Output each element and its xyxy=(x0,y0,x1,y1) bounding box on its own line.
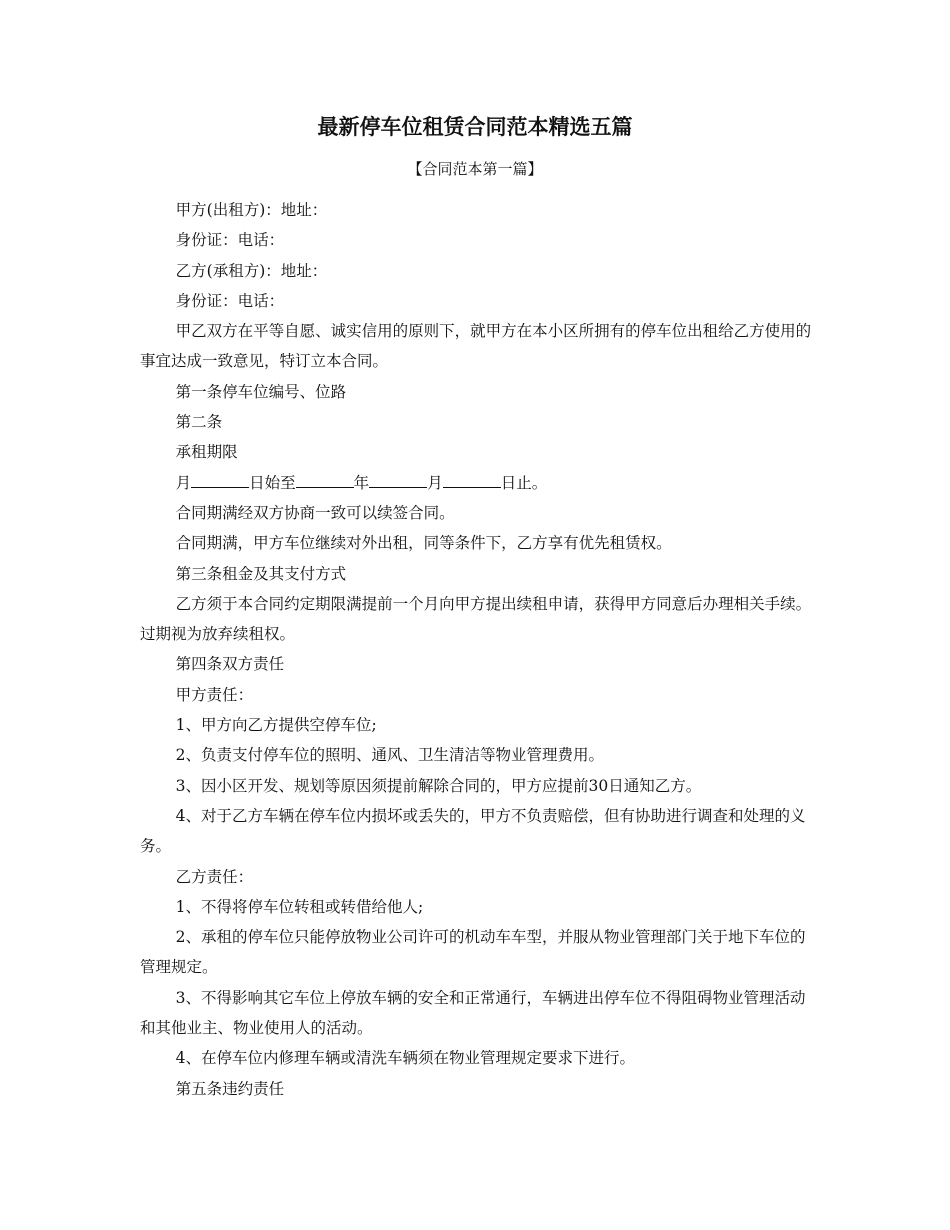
paragraph: 3、因小区开发、规划等原因须提前解除合同的，甲方应提前30日通知乙方。 xyxy=(175,776,702,795)
paragraph: 身份证：电话： xyxy=(175,231,285,250)
blank-line xyxy=(191,473,249,488)
paragraph: 身份证：电话： xyxy=(175,291,285,310)
term-start-label: 日始至 xyxy=(249,473,296,492)
paragraph: 第五条违约责任 xyxy=(175,1079,285,1098)
blank-line xyxy=(443,473,501,488)
document-title: 最新停车位租赁合同范本精选五篇 xyxy=(317,115,633,139)
paragraph: 4、在停车位内修理车辆或清洗车辆须在物业管理规定要求下进行。 xyxy=(175,1049,636,1068)
paragraph: 乙方须于本合同约定期限满提前一个月向甲方提出续租申请，获得甲方同意后办理相关手续。过期视为放弃续租权。 xyxy=(140,594,812,644)
term-month-label-2: 月 xyxy=(427,473,443,492)
paragraph: 1、不得将停车位转租或转借给他人; xyxy=(175,897,424,916)
paragraph: 第一条停车位编号、位路 xyxy=(175,382,347,401)
paragraph: 甲方(出租方)：地址： xyxy=(175,201,328,219)
paragraph: 乙方(承租方)：地址： xyxy=(175,261,328,280)
paragraph: 甲乙双方在平等自愿、诚实信用的原则下，就甲方在本小区所拥有的停车位出租给乙方使用的事宜达成一致意见，特订立本合同。 xyxy=(140,322,812,371)
blank-line xyxy=(296,473,354,488)
paragraph: 合同期满经双方协商一致可以续签合同。 xyxy=(175,503,455,522)
paragraph: 第二条 xyxy=(175,413,223,432)
paragraph: 甲方责任： xyxy=(175,685,254,704)
document-subtitle: 【合同范本第一篇】 xyxy=(407,160,543,178)
paragraph: 2、承租的停车位只能停放物业公司许可的机动车车型，并服从物业管理部门关于地下车位的管理规定。 xyxy=(140,928,806,977)
paragraph: 第四条双方责任 xyxy=(175,655,285,674)
paragraph: 3、不得影响其它车位上停放车辆的安全和正常通行，车辆进出停车位不得阻碍物业管理活动和其他业主、物业使用人的活动。 xyxy=(140,988,806,1038)
term-end-label: 日止。 xyxy=(500,473,548,492)
paragraph: 乙方责任： xyxy=(175,867,254,886)
term-month-label: 月 xyxy=(175,473,192,492)
paragraph: 2、负责支付停车位的照明、通风、卫生清洁等物业管理费用。 xyxy=(175,746,605,765)
paragraph: 4、对于乙方车辆在停车位内损坏或丢失的，甲方不负责赔偿，但有协助进行调查和处理的义务。 xyxy=(140,806,806,856)
term-line xyxy=(140,468,812,498)
paragraph: 第三条租金及其支付方式 xyxy=(175,564,347,583)
document-body xyxy=(140,195,812,1104)
blank-line xyxy=(369,473,427,488)
paragraph: 合同期满，甲方车位继续对外出租，同等条件下，乙方享有优先租赁权。 xyxy=(175,534,672,553)
term-year-label: 年 xyxy=(353,473,370,492)
paragraph: 承租期限 xyxy=(175,443,238,462)
paragraph: 1、甲方向乙方提供空停车位; xyxy=(175,716,377,735)
